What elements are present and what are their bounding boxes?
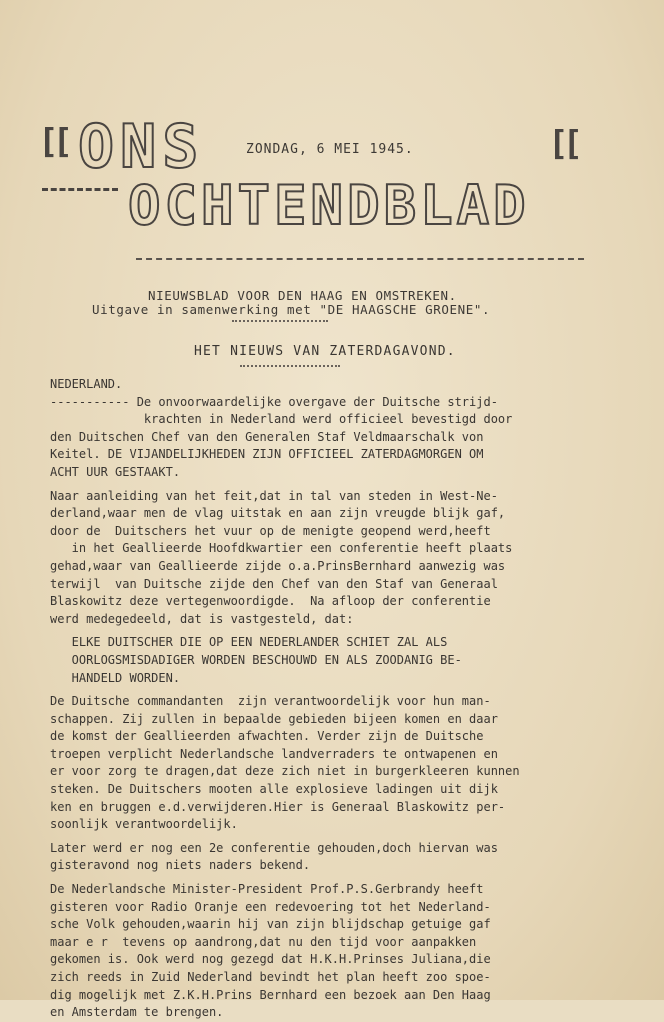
issue-date: ZONDAG, 6 MEI 1945. <box>246 142 414 157</box>
article-body <box>50 376 630 1022</box>
article-line: Later werd er nog een 2e conferentie gehouden,doch hiervan was <box>50 840 498 855</box>
article-line: er voor zorg te dragen,dat deze zich niet in burgerkleeren kunnen <box>50 764 520 779</box>
article-line: de komst der Geallieerden afwachten. Verder zijn de Duitsche <box>50 729 484 744</box>
article-line: sche Volk gehouden,waarin hij van zijn blijdschap getuige gaf <box>50 917 491 932</box>
article-line: gisteravond nog niets naders bekend. <box>50 858 311 873</box>
article-line: ken en bruggen e.d.verwijderen.Hier is Generaal Blaskowitz per- <box>50 799 506 814</box>
article-line: ----------- De onvoorwaardelijke overgave der Duitsche strijd- <box>50 394 498 409</box>
article-line: zich reeds in Zuid Nederland bevindt het plan heeft zoo spoe- <box>50 970 491 984</box>
ornament-divider <box>240 365 340 367</box>
subtitle-line-2: Uitgave in samenwerking met "DE HAAGSCHE GROENE". <box>92 302 491 317</box>
quote-line: OORLOGSMISDADIGER WORDEN BESCHOUWD EN ALS ZOODANIG BE- <box>50 652 462 667</box>
article-line: schappen. Zij zullen in bepaalde gebieden bijeen komen en daar <box>50 711 498 726</box>
masthead-bracket-left: [[ <box>38 122 67 162</box>
quote-line: ELKE DUITSCHER DIE OP EEN NEDERLANDER SCHIET ZAL ALS <box>50 635 448 650</box>
article-line: en Amsterdam te brengen. <box>50 1005 224 1020</box>
article-line: De Nederlandsche Minister-President Prof.P.S.Gerbrandy heeft <box>50 882 484 897</box>
article-line: troepen verplicht Nederlandsche landverraders te ontwapenen en <box>50 746 498 761</box>
article-line: maar e r tevens op aandrong,dat nu den tijd voor aanpakken <box>50 934 477 949</box>
article-line: krachten in Nederland werd officieel bevestigd door <box>50 412 513 427</box>
article-line: ACHT UUR GESTAAKT. <box>50 464 181 479</box>
article-line: steken. De Duitschers mooten alle explosieve ladingen uit dijk <box>50 782 498 797</box>
quote-line: HANDELD WORDEN. <box>50 670 181 685</box>
article-line: gekomen is. Ook werd nog gezegd dat H.K.H.Prinses Juliana,die <box>50 952 491 967</box>
masthead-title-ons: ONS <box>78 112 205 182</box>
article-line: den Duitschen Chef van den Generalen Staf Veldmaarschalk von <box>50 429 484 444</box>
ornament-divider <box>232 320 328 322</box>
article-line: in het Geallieerde Hoofdkwartier een conferentie heeft plaats <box>50 541 513 556</box>
masthead-rule <box>136 258 584 260</box>
article-line: Keitel. DE VIJANDELIJKHEDEN ZIJN OFFICIEEL ZATERDAGMORGEN OM <box>50 447 484 462</box>
article-line: Blaskowitz deze vertegenwoordigde. Na afloop der conferentie <box>50 594 491 609</box>
article-line: gisteren voor Radio Oranje een redevoering tot het Nederland- <box>50 899 491 914</box>
article-line: gehad,waar van Geallieerde zijde o.a.PrinsBernhard aanwezig was <box>50 558 506 573</box>
article-line: derland,waar men de vlag uitstak en aan zijn vreugde blijk gaf, <box>50 506 506 521</box>
masthead-title-ochtendblad: OCHTENDBLAD <box>128 174 530 237</box>
masthead <box>36 112 596 258</box>
article-line: terwijl van Duitsche zijde den Chef van den Staf van Generaal <box>50 576 498 591</box>
article-line: dig mogelijk met Z.K.H.Prins Bernhard een bezoek aan Den Haag <box>50 987 491 1002</box>
article-heading: NEDERLAND. <box>50 377 123 391</box>
article-line: werd medegedeeld, dat is vastgesteld, dat: <box>50 611 354 626</box>
article-line: soonlijk verantwoordelijk. <box>50 817 238 832</box>
article-line: Naar aanleiding van het feit,dat in tal van steden in West-Ne- <box>50 488 498 503</box>
article-line: De Duitsche commandanten zijn verantwoordelijk voor hun man- <box>50 694 491 709</box>
masthead-dash-ornament <box>42 188 118 191</box>
article-line: door de Duitschers het vuur op de menigte geopend werd,heeft <box>50 523 491 538</box>
section-title: HET NIEUWS VAN ZATERDAGAVOND. <box>194 344 456 359</box>
subtitle-line-1: NIEUWSBLAD VOOR DEN HAAG EN OMSTREKEN. <box>148 288 457 303</box>
masthead-bracket-right: [[ <box>548 124 577 164</box>
